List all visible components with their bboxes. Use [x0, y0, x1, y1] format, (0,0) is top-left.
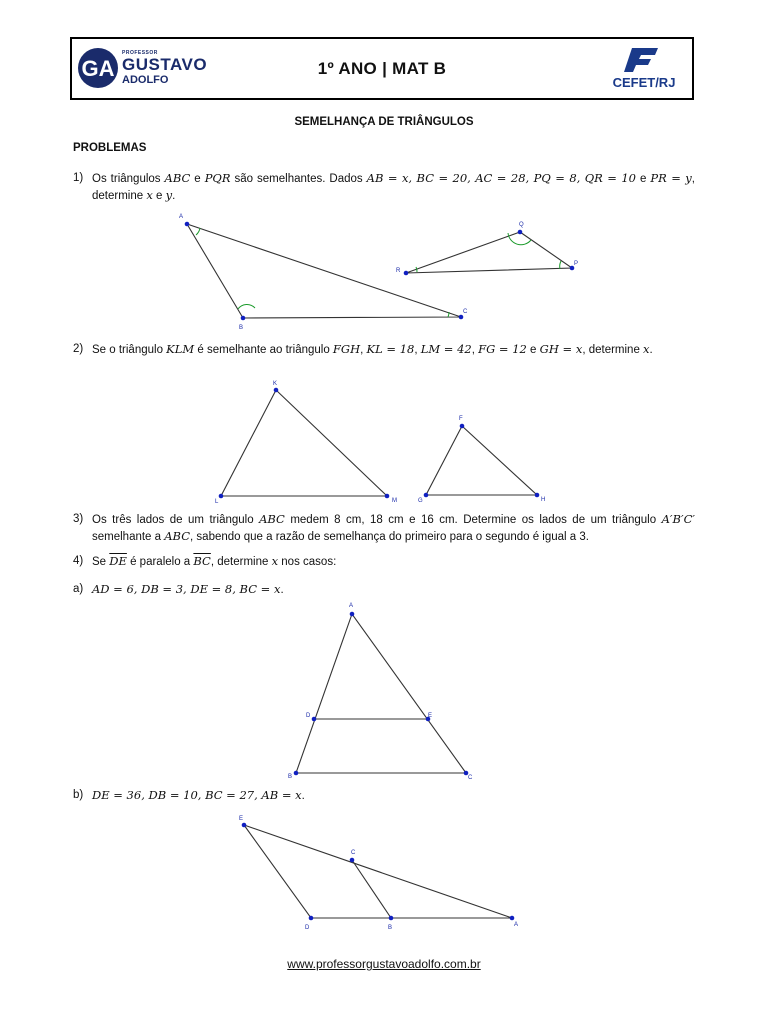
- math: ABC: [164, 529, 191, 543]
- math: KL = 18: [366, 342, 415, 356]
- point-m: [385, 494, 390, 499]
- math: GH = x: [539, 342, 583, 356]
- text: são semelhantes. Dados: [230, 173, 367, 185]
- math: DE = 36, DB = 10, BC = 27, AB = x: [92, 788, 302, 802]
- math: x: [643, 342, 650, 356]
- question-text: [92, 511, 695, 545]
- label-c: C: [463, 309, 468, 315]
- svg-text:GA: GA: [81, 56, 115, 81]
- label-r: R: [396, 268, 401, 274]
- question-3: [73, 511, 695, 545]
- triangle-klm: [221, 390, 387, 496]
- math: PQR: [204, 171, 231, 185]
- question-text: [92, 581, 695, 598]
- question-number: 3): [73, 513, 84, 525]
- math: x: [146, 188, 153, 202]
- text: Os triângulos: [92, 173, 165, 185]
- math: y: [165, 188, 173, 202]
- point-a: [350, 612, 355, 617]
- point-k: [274, 388, 279, 393]
- point-e: [242, 823, 247, 828]
- question-number: 4): [73, 555, 84, 567]
- text: e: [152, 190, 166, 202]
- question-4b: [73, 787, 695, 804]
- label-c: C: [351, 850, 356, 856]
- label-q: Q: [519, 222, 524, 228]
- math: LM = 42: [420, 342, 472, 356]
- label-b: B: [288, 774, 293, 780]
- figure-triangles-klm-fgh: [210, 378, 560, 508]
- text: , determine: [92, 173, 695, 202]
- label-d: D: [306, 713, 311, 719]
- math-segment: $\overline{BC}$: [193, 554, 211, 568]
- question-4a: [73, 581, 695, 598]
- math: x: [271, 554, 279, 568]
- text: e: [635, 173, 651, 185]
- footer-website-link[interactable]: www.professorgustavoadolfo.com.br: [287, 957, 481, 971]
- text: nos casos:: [278, 556, 337, 568]
- text: e: [526, 344, 540, 356]
- text: .: [280, 584, 284, 596]
- text: ,: [471, 344, 479, 356]
- page-header: [70, 37, 694, 100]
- math-segment: $\overline{DE}$: [109, 554, 127, 568]
- math: FGH: [332, 342, 361, 356]
- item-letter: b): [73, 789, 84, 801]
- figure-triangle-parallel-b: [230, 808, 540, 943]
- question-number: 1): [73, 172, 84, 184]
- text: .: [649, 344, 653, 356]
- point-g: [424, 493, 429, 498]
- item-letter: a): [73, 583, 84, 595]
- point-c: [350, 858, 355, 863]
- math: ABC: [259, 512, 285, 526]
- logo-name-text: GUSTAVO: [122, 55, 208, 74]
- point-a: [510, 916, 515, 921]
- triangle-ead: [244, 825, 512, 918]
- point-b: [294, 771, 299, 776]
- math: FG = 12: [478, 342, 527, 356]
- question-2: [73, 341, 695, 358]
- text: , determine: [582, 344, 644, 356]
- label-m: M: [392, 498, 397, 504]
- label-e: E: [239, 816, 244, 822]
- logo-small-text: PROFESSOR: [122, 50, 158, 56]
- text: .: [301, 790, 305, 802]
- label-b: B: [388, 925, 393, 931]
- math: AD = 6, DB = 3, DE = 8, BC = x: [92, 582, 281, 596]
- point-d: [309, 916, 314, 921]
- point-q: [518, 230, 523, 235]
- logo-surname-text: ADOLFO: [122, 74, 169, 86]
- text: , sabendo que a razão de semelhança do primeiro para o segundo é igual a 3.: [190, 531, 589, 543]
- triangle-abc: [187, 224, 461, 318]
- point-l: [219, 494, 224, 499]
- label-p: P: [574, 261, 579, 267]
- label-c: C: [468, 775, 473, 781]
- text: é semelhante ao triângulo: [194, 344, 333, 356]
- label-a: A: [514, 922, 519, 928]
- point-b: [389, 916, 394, 921]
- text: e: [190, 173, 205, 185]
- point-d: [312, 717, 317, 722]
- angle-mark-a: [196, 228, 200, 235]
- math: A′B′C′: [661, 512, 695, 526]
- point-h: [535, 493, 540, 498]
- text: semelhante a: [92, 531, 165, 543]
- cefet-logo-text: CEFET/RJ: [612, 75, 676, 90]
- text: .: [172, 190, 176, 202]
- text: é paralelo a: [126, 556, 194, 568]
- label-e: E: [428, 713, 433, 719]
- label-a: A: [179, 214, 184, 220]
- text: Se: [92, 556, 110, 568]
- point-a: [185, 222, 190, 227]
- section-heading: PROBLEMAS: [73, 142, 147, 154]
- triangle-fgh: [426, 426, 537, 495]
- label-g: G: [418, 498, 423, 504]
- text: medem 8 cm, 18 cm e 16 cm. Determine os lados de um triângulo: [284, 514, 662, 526]
- triangle-abc: [296, 614, 466, 773]
- cefet-logo: [604, 44, 684, 94]
- point-c: [459, 315, 464, 320]
- math: AB = x, BC = 20, AC = 28, PQ = 8, QR = 10: [366, 171, 636, 185]
- point-r: [404, 271, 409, 276]
- label-h: H: [541, 497, 546, 503]
- math: KLM: [166, 342, 195, 356]
- question-text: [92, 553, 695, 570]
- question-1: [73, 170, 695, 204]
- text: Os três lados de um triângulo: [92, 514, 260, 526]
- label-k: K: [273, 381, 278, 387]
- question-text: [92, 787, 695, 804]
- figure-triangle-parallel-a: [285, 598, 485, 786]
- label-b: B: [239, 325, 244, 331]
- question-4: [73, 553, 695, 570]
- text: Se o triângulo: [92, 344, 167, 356]
- text: ,: [360, 344, 367, 356]
- cefet-mark-icon: [604, 44, 684, 76]
- page-header-title: 1º ANO | MAT B: [317, 59, 447, 78]
- label-f: F: [459, 416, 463, 422]
- text: ,: [414, 344, 421, 356]
- angle-mark-b: [238, 304, 255, 309]
- document-title: SEMELHANÇA DE TRIÂNGULOS: [294, 116, 474, 128]
- triangle-pqr: [406, 232, 572, 273]
- math: PR = y: [650, 171, 692, 185]
- question-number: 2): [73, 343, 84, 355]
- figure-triangles-abc-pqr: [170, 208, 600, 333]
- math: ABC: [164, 171, 191, 185]
- label-a: A: [349, 603, 354, 609]
- text: , determine: [210, 556, 272, 568]
- point-b: [241, 316, 246, 321]
- question-text: [92, 341, 695, 358]
- point-f: [460, 424, 465, 429]
- label-l: L: [215, 499, 219, 505]
- question-text: [92, 170, 695, 204]
- label-d: D: [305, 925, 310, 931]
